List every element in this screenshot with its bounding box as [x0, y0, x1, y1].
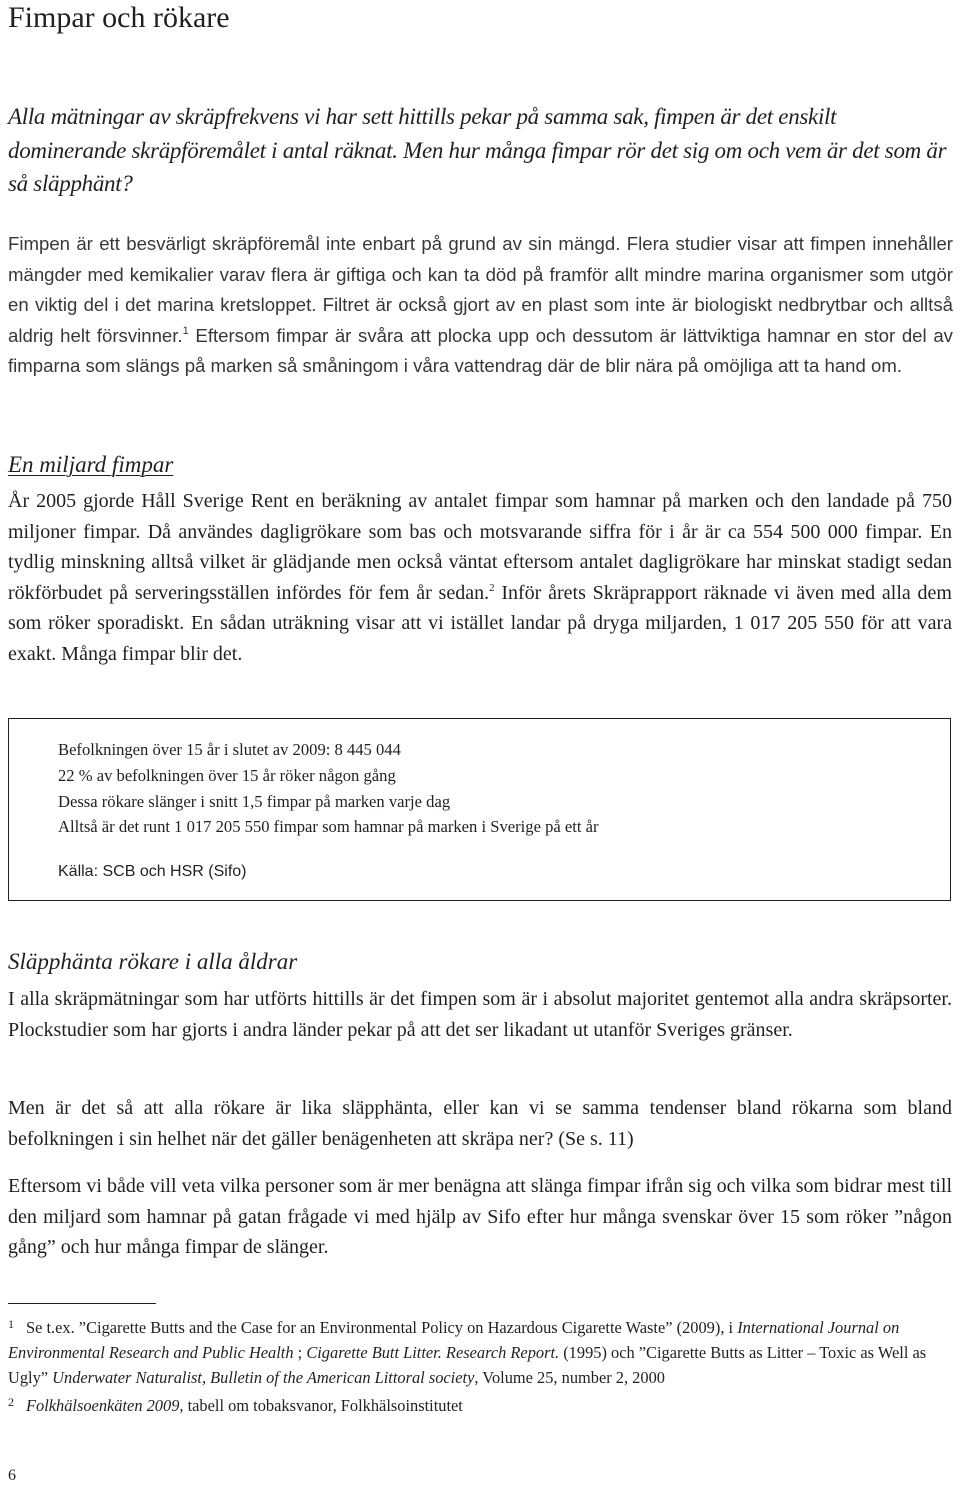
slapphanta-paragraph-2: Men är det så att alla rökare är lika släpphänta, eller kan vi se samma tendenser bland rökarna som bland befolkningen i sin helhet när det gäller benägenheten att skräpa ner? (Se s. 11) [8, 1097, 952, 1150]
fact-line: Befolkningen över 15 år i slutet av 2009: 8 445 044 [58, 740, 401, 759]
footnote-survey-title: Folkhälsoenkäten 2009 [26, 1396, 180, 1415]
fact-line: 22 % av befolkningen över 15 år röker någon gång [58, 765, 396, 785]
fact-line: Dessa rökare slänger i snitt 1,5 fimpar på marken varje dag [58, 791, 451, 811]
footnote-text: ; [293, 1343, 307, 1362]
miljard-paragraph [8, 486, 952, 669]
intro-paragraph [8, 229, 953, 382]
footnote-1 [8, 1312, 954, 1390]
footnote-text: (1995) och ”Cigarette Butts as Litter – Toxic as Well as Ugly” [8, 1343, 927, 1387]
footnotes [8, 1312, 954, 1418]
slapphanta-paragraph-1: I alla skräpmätningar som har utförts hittills är det fimpen som är i absolut majoritet gentemot alla andra skräpsorter. Plockstudier som har gjorts i andra länder pekar på att det ser likadant ut utanför Sveriges gränser. [8, 988, 952, 1041]
footnote-journal: Underwater Naturalist, Bulletin of the American Littoral society [52, 1368, 475, 1387]
footnote-2 [8, 1390, 954, 1418]
miljard-text-a: År 2005 gjorde Håll Sverige Rent en beräkning av antalet fimpar som hamnar på marken och den landade på 750 miljoner fimpar. Då användes dagligrökare som bas och motsvarande siffra för i år är ca 554 500 000 fimpar. En tydlig minskning alltså vilket är glädjande men också väntat eftersom antalet dagligrökare har minskat stadigt sedan rökförbudet på serveringsställen infördes för fem år sedan. [8, 490, 952, 604]
section-heading-slapphanta: Släpphänta rökare i alla åldrar [8, 949, 298, 974]
fact-box-lines [58, 737, 599, 840]
footnote-number: 2 [8, 1395, 14, 1409]
section-heading-miljard: En miljard fimpar [8, 452, 174, 477]
footnote-text: , tabell om tobaksvanor, Folkhälsoinstitutet [179, 1396, 463, 1415]
footnote-number: 1 [8, 1317, 14, 1331]
lead-paragraph: Alla mätningar av skräpfrekvens vi har sett hittills pekar på samma sak, fimpen är det enskilt dominerande skräpföremålet i antal räknat. Men hur många fimpar rör det sig om och vem är det som är så släpphänt? [8, 104, 947, 196]
miljard-text-b: Inför årets Skräprapport räknade vi även med alla dem som röker sporadiskt. En sådan uträkning visar att vi istället landar på dryga miljarden, 1 017 205 550 för att vara exakt. Många fimpar blir det. [8, 581, 952, 665]
slapphanta-paragraph-3: Eftersom vi både vill veta vilka personer som är mer benägna att slänga fimpar ifrån sig och vilka som bidrar mest till den miljard som hamnar på gatan frågade vi med hjälp av Sifo efter hur många svenskar över 15 som röker ”någon gång” och hur många fimpar de slänger. [8, 1175, 952, 1258]
footnote-divider [8, 1303, 156, 1304]
footnote-ref-2[interactable]: 2 [489, 581, 495, 594]
page-title: Fimpar och rökare [8, 1, 230, 34]
intro-text-a: Fimpen är ett besvärligt skräpföremål inte enbart på grund av sin mängd. Flera studier visar att fimpen innehåller mängder med kemikalier varav flera är giftiga och kan ta död på framför allt mindre marina organismer som utgör en viktig del i det marina kretsloppet. Filtret är också gjort av en plast som inte är biologiskt nedbrytbar och alltså aldrig helt försvinner. [8, 233, 953, 346]
fact-line: Alltså är det runt 1 017 205 550 fimpar som hamnar på marken i Sverige på ett år [58, 817, 599, 837]
footnote-ref-1[interactable]: 1 [182, 324, 189, 337]
footnote-text: Se t.ex. ”Cigarette Butts and the Case for an Environmental Policy on Hazardous Cigarette Waste” (2009), i [26, 1318, 738, 1337]
page-number: 6 [8, 1467, 16, 1484]
footnote-report-title: Cigarette Butt Litter. Research Report. [306, 1343, 560, 1362]
footnote-text: , Volume 25, number 2, 2000 [474, 1368, 665, 1387]
intro-text-b: Eftersom fimpar är svåra att plocka upp och dessutom är lättviktiga hamnar en stor del av fimparna som slängs på marken så småningom i våra vattendrag där de blir nära på omöjliga att ta hand om. [8, 324, 953, 376]
fact-box-source: Källa: SCB och HSR (Sifo) [58, 863, 247, 880]
footnote-journal: International Journal on Environmental Research and Public Health [8, 1318, 900, 1362]
